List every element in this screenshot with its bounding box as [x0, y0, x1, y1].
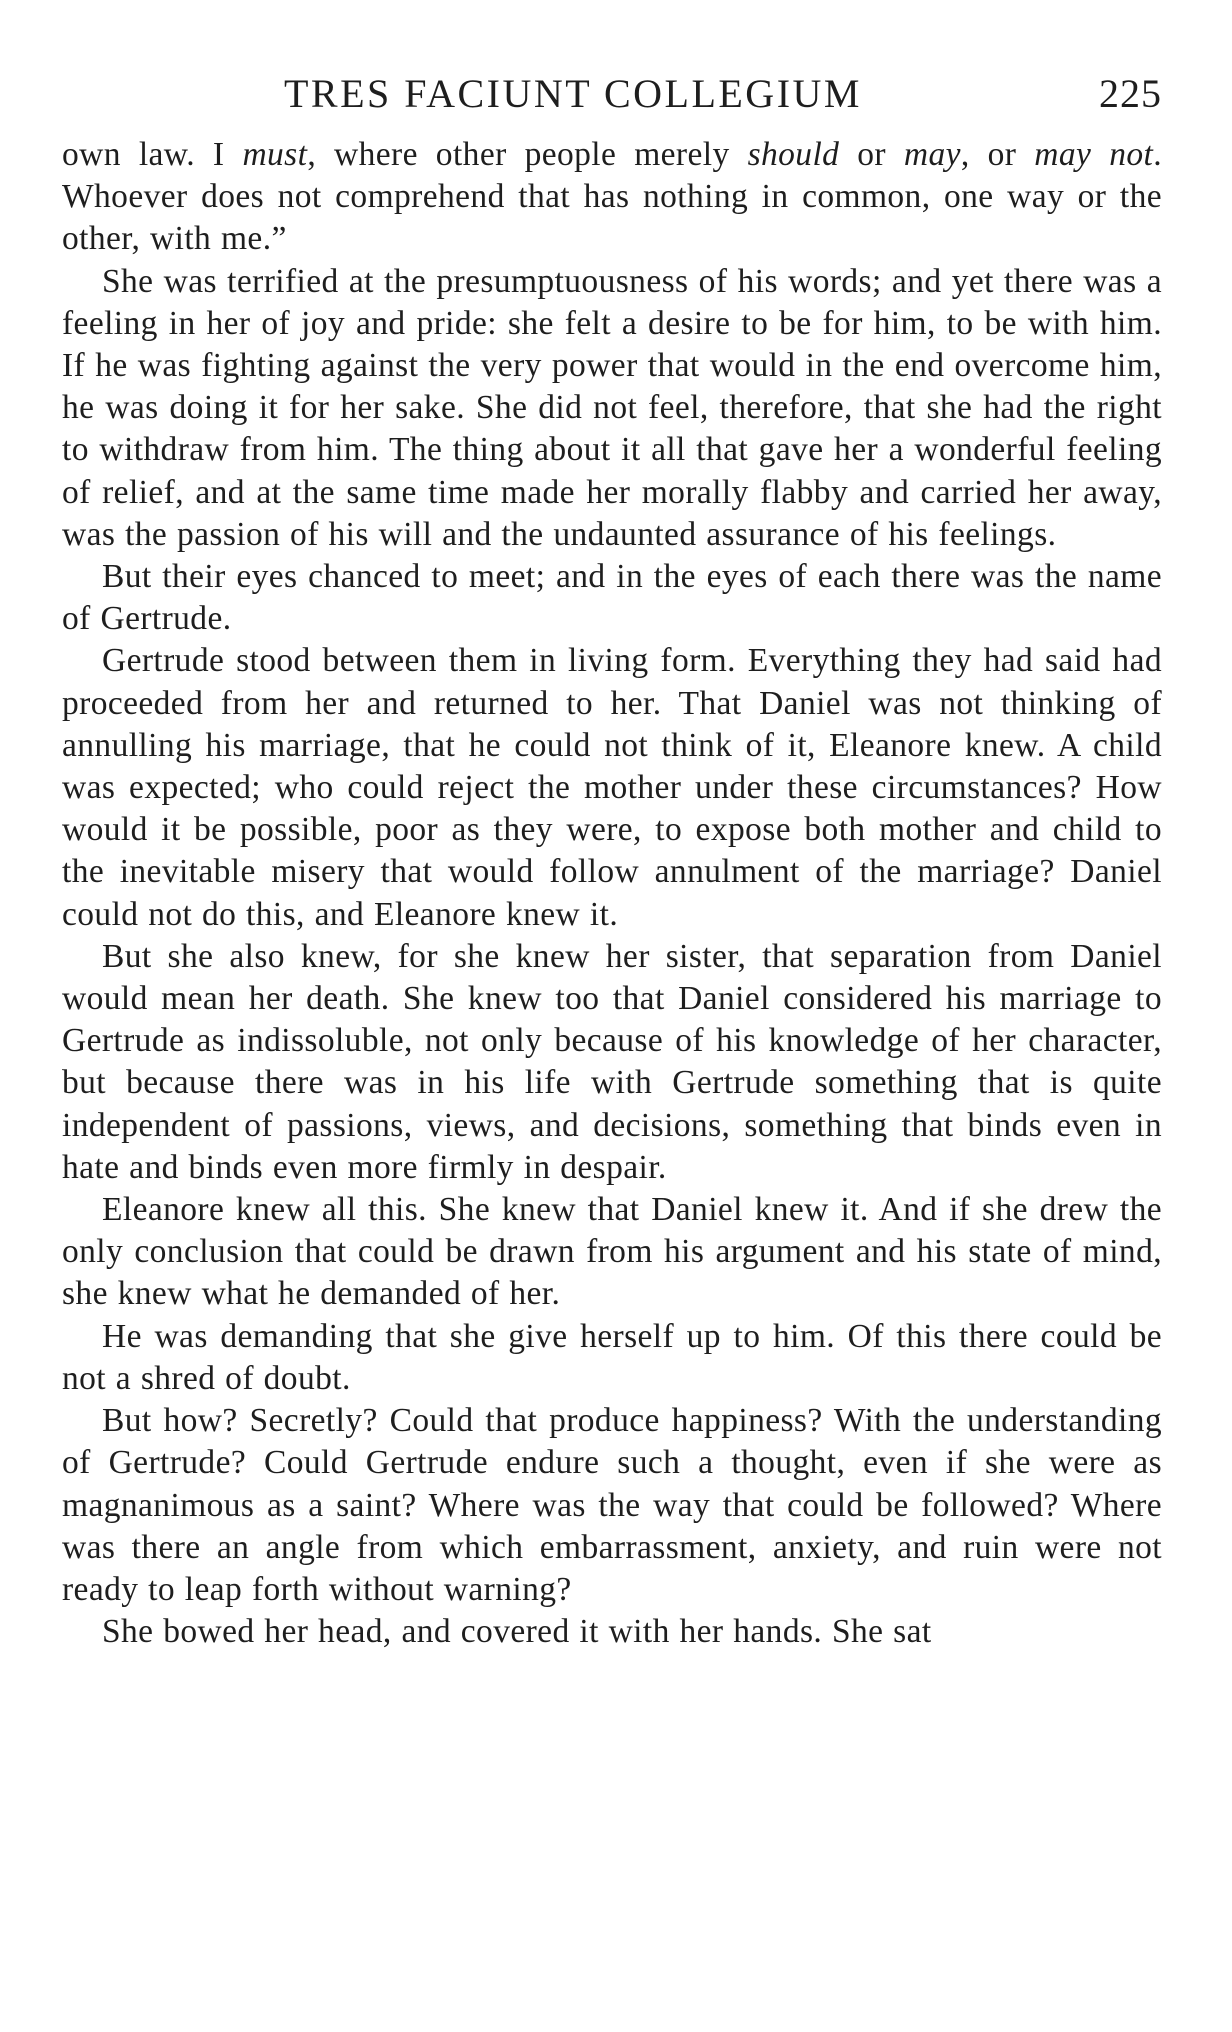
paragraph-6: Eleanore knew all this. She knew that Daniel knew it. And if she drew the only conclusion that could be drawn from his argument and his state of mind, she knew what he demanded of her.	[62, 1191, 1162, 1313]
italic-must: must	[242, 136, 308, 173]
text-run: or	[839, 136, 904, 173]
italic-may-not: may not	[1034, 136, 1154, 173]
paragraph-4: Gertrude stood between them in living form. Everything they had said had proceeded from her and returned to her. That Daniel was not thinking of annulling his marriage, that he could not think of it, Eleanore knew. A child was expected; who could reject the mother under these circumstances? How would it be possible, poor as they were, to expose both mother and child to the inevitable misery that would follow annulment of the marriage? Daniel could not do this, and Eleanore knew it.	[62, 642, 1162, 933]
text-run: , or	[960, 136, 1035, 173]
paragraph-8: But how? Secretly? Could that produce happiness? With the understanding of Gertrude? Could Gertrude endure such a thought, even if she were as magnanimous as a saint? Where was the way that could be followed? Where was there an angle from which embarrassment, anxiety, and ruin were not ready to leap forth without warning?	[62, 1402, 1162, 1608]
italic-should: should	[747, 136, 840, 173]
paragraph-2: She was terrified at the presumptuousness of his words; and yet there was a feeling in her of joy and pride: she felt a desire to be for him, to be with him. If he was fighting against the very power that would in the end overcome him, he was doing it for her sake. She did not feel, therefore, that she had the right to withdraw from him. The thing about it all that gave her a wonderful feeling of relief, and at the same time made her morally flabby and carried her away, was the passion of his will and the undaunted assurance of his feelings.	[62, 262, 1162, 553]
running-title: TRES FACIUNT COLLEGIUM	[284, 71, 862, 116]
paragraph-9: She bowed her head, and covered it with her hands. She sat	[102, 1613, 932, 1651]
text-run: . Whoever does not comprehend that has nothing in common, one way or the other, with me.”	[62, 136, 1163, 258]
italic-may: may	[903, 136, 961, 173]
text-run: own law. I	[62, 136, 243, 173]
page-number: 225	[1099, 71, 1162, 116]
book-page	[62, 70, 1162, 1653]
text-run: , where other people merely	[307, 136, 748, 173]
running-head	[62, 70, 1162, 134]
paragraph-1	[62, 134, 1162, 261]
body-text	[62, 134, 1162, 1653]
paragraph-5: But she also knew, for she knew her sister, that separation from Daniel would mean her death. She knew too that Daniel considered his marriage to Gertrude as indissoluble, not only because of his knowledge of her character, but because there was in his life with Gertrude something that is quite independent of passions, views, and decisions, something that binds even in hate and binds even more firmly in despair.	[62, 937, 1162, 1186]
paragraph-7: He was demanding that she give herself up to him. Of this there could be not a shred of doubt.	[62, 1317, 1162, 1397]
paragraph-3: But their eyes chanced to meet; and in the eyes of each there was the name of Gertrude.	[62, 558, 1162, 638]
